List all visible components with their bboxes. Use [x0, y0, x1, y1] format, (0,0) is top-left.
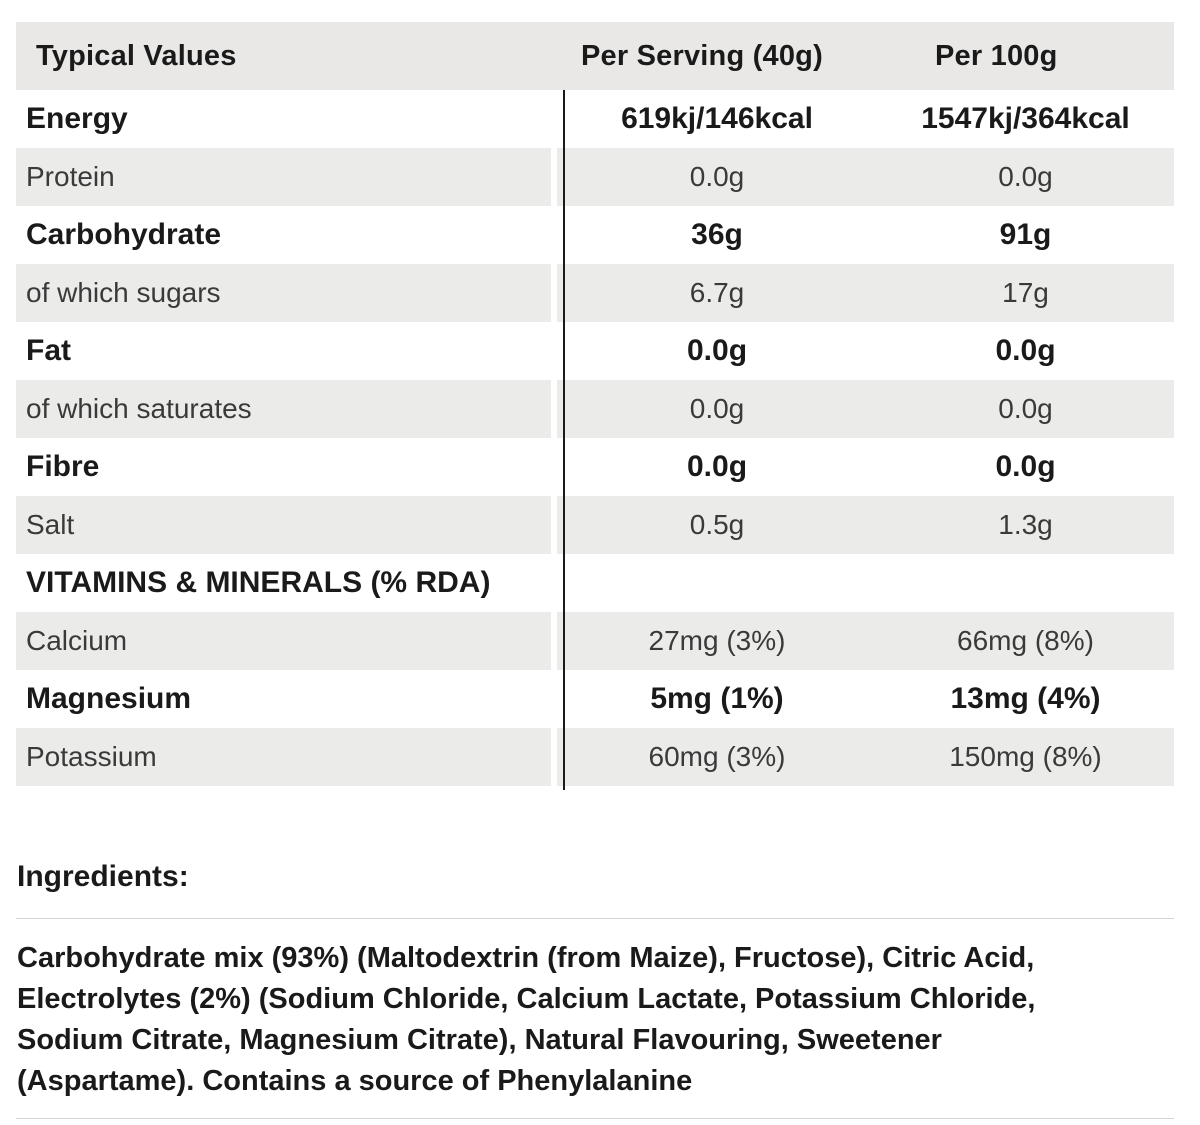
row-per-serving: 0.0g	[686, 450, 748, 483]
row-label: of which saturates	[16, 380, 557, 438]
table-row-saturates	[16, 380, 1174, 438]
row-per-serving: 60mg (3%)	[648, 741, 786, 772]
row-per-100g: 0.0g	[998, 161, 1053, 192]
row-per-serving: 36g	[691, 218, 743, 251]
table-header-row	[16, 22, 1174, 90]
row-label: of which sugars	[16, 264, 557, 322]
row-label: Carbohydrate	[26, 218, 222, 251]
ingredients-title: Ingredients:	[17, 860, 189, 893]
row-per-100g: 13mg (4%)	[950, 682, 1101, 715]
row-per-100g: 91g	[999, 218, 1052, 251]
row-per-serving: 0.5g	[689, 509, 745, 540]
row-per-100g: 17g	[1002, 277, 1049, 308]
row-label: Energy	[26, 102, 128, 135]
table-row-fat	[16, 322, 1174, 380]
ingredients-text	[17, 938, 1157, 1102]
row-per-100g: 0.0g	[998, 393, 1053, 424]
table-row-salt	[16, 496, 1174, 554]
column-divider	[563, 90, 565, 790]
table-row-fibre	[16, 438, 1174, 496]
row-per-100g: 0.0g	[995, 450, 1056, 483]
row-label: Protein	[16, 148, 557, 206]
row-label: VITAMINS & MINERALS (% RDA)	[26, 566, 491, 599]
header-per-serving: Per Serving (40g)	[581, 39, 823, 72]
row-per-serving	[557, 554, 877, 612]
row-per-100g: 1547kj/364kcal	[921, 102, 1130, 135]
ingredients-line: (Aspartame). Contains a source of Phenylalanine	[17, 1065, 693, 1097]
ingredients-line: Electrolytes (2%) (Sodium Chloride, Calcium Lactate, Potassium Chloride,	[17, 983, 1036, 1015]
table-row-magnesium	[16, 670, 1174, 728]
row-per-100g	[877, 554, 1174, 612]
row-per-100g: 150mg (8%)	[949, 741, 1102, 772]
row-per-serving: 0.0g	[686, 334, 748, 367]
row-per-serving: 619kj/146kcal	[621, 102, 813, 135]
row-label: Fat	[26, 334, 71, 367]
row-per-serving: 0.0g	[689, 393, 745, 424]
table-row-potassium	[16, 728, 1174, 786]
row-label: Potassium	[16, 728, 557, 786]
row-per-serving: 5mg (1%)	[650, 682, 784, 715]
table-row-protein	[16, 148, 1174, 206]
row-per-serving: 6.7g	[689, 277, 745, 308]
ingredients-line: Sodium Citrate, Magnesium Citrate), Natural Flavouring, Sweetener	[17, 1024, 942, 1056]
table-row-sugars	[16, 264, 1174, 322]
row-per-100g: 1.3g	[998, 509, 1053, 540]
table-row-calcium	[16, 612, 1174, 670]
row-label: Fibre	[26, 450, 100, 483]
row-label: Salt	[16, 496, 557, 554]
row-label: Magnesium	[26, 682, 192, 715]
header-typical-values: Typical Values	[36, 39, 237, 72]
row-per-100g: 0.0g	[995, 334, 1056, 367]
row-per-serving: 0.0g	[689, 161, 745, 192]
row-per-serving: 27mg (3%)	[648, 625, 786, 656]
nutrition-table	[16, 22, 1174, 786]
table-row-energy	[16, 90, 1174, 148]
row-label: Calcium	[16, 612, 557, 670]
row-per-100g: 66mg (8%)	[957, 625, 1094, 656]
ingredients-line: Carbohydrate mix (93%) (Maltodextrin (from Maize), Fructose), Citric Acid,	[17, 942, 1035, 974]
ingredients-divider-top	[16, 918, 1174, 919]
table-row-vitamins-heading	[16, 554, 1174, 612]
header-per-100g: Per 100g	[935, 39, 1058, 72]
table-row-carbohydrate	[16, 206, 1174, 264]
ingredients-divider-bottom	[16, 1118, 1174, 1119]
